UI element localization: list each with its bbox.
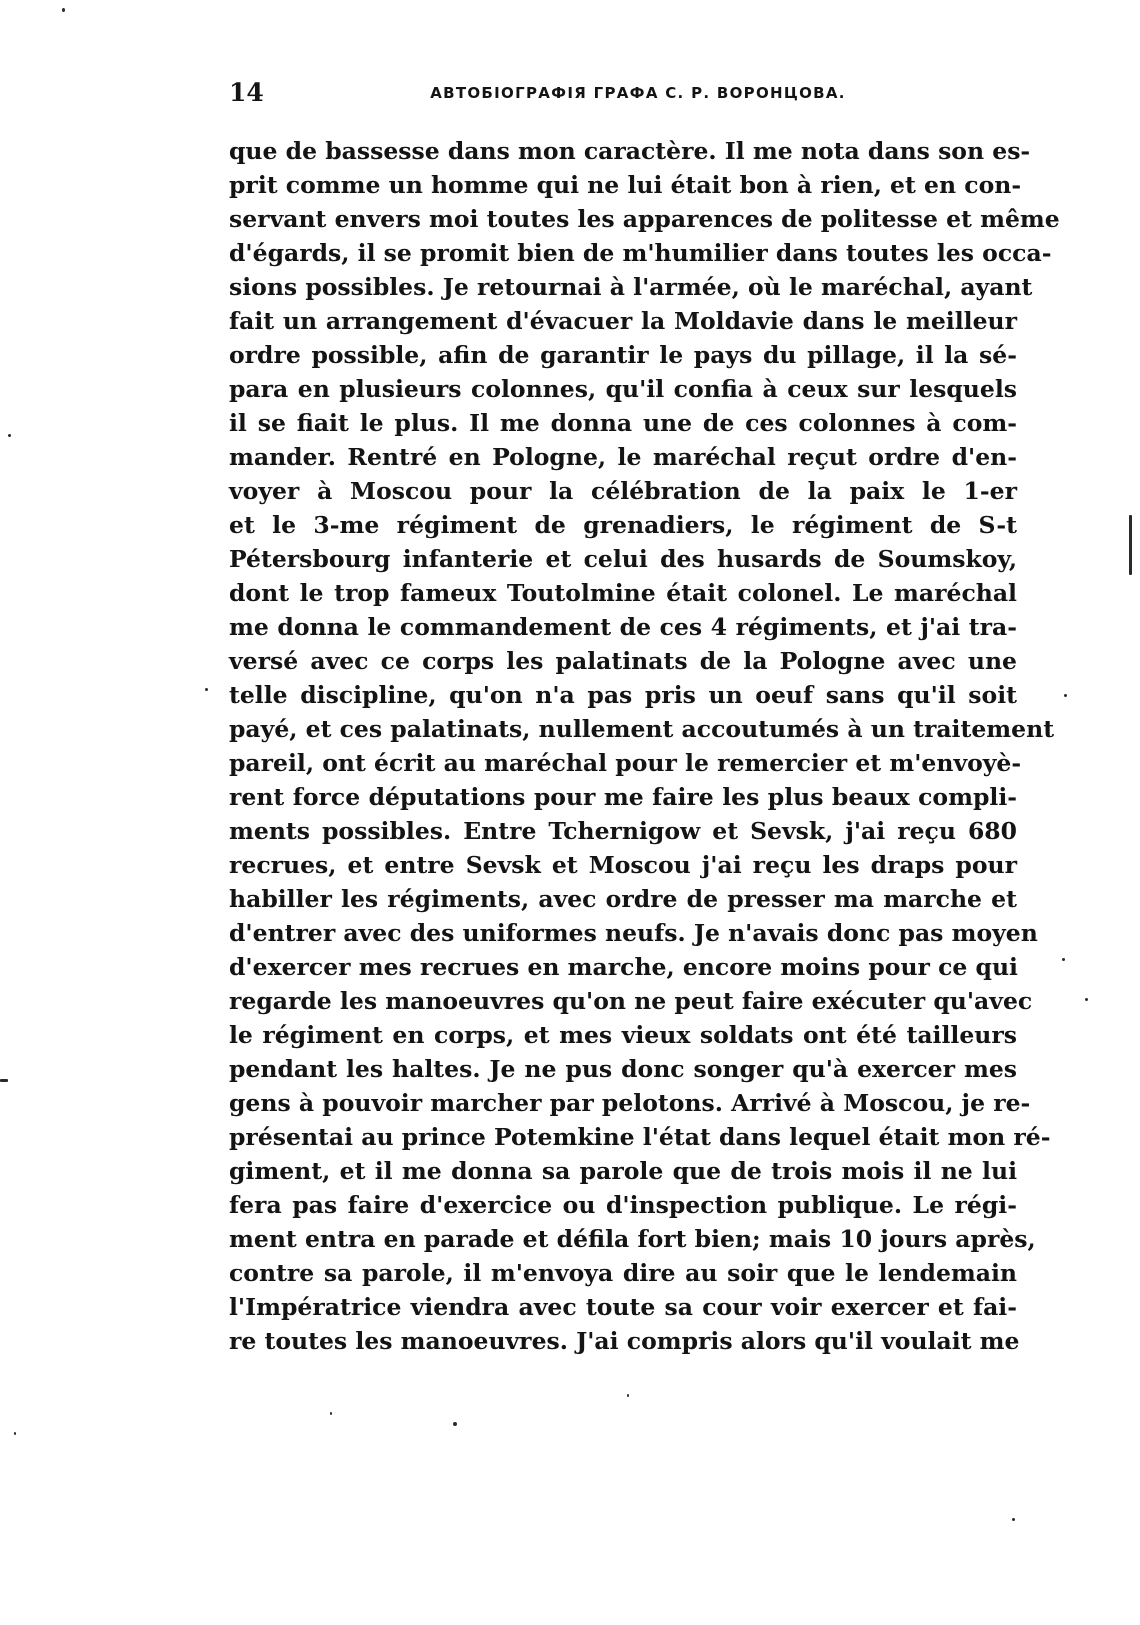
scan-speck	[1012, 1518, 1015, 1521]
text-line: fait un arrangement d'évacuer la Moldavie dans le meilleur	[229, 307, 1017, 335]
text-line: et le 3-me régiment de grenadiers, le régiment de S-t	[229, 511, 1017, 539]
scan-speck	[1062, 958, 1065, 961]
text-line: d'entrer avec des uniformes neufs. Je n'avais donc pas moyen	[229, 919, 1038, 947]
text-line: pareil, ont écrit au maréchal pour le remercier et m'envoyè-	[229, 749, 1022, 777]
text-line: servant envers moi toutes les apparences de politesse et même	[229, 205, 1060, 233]
scan-speck	[62, 8, 65, 12]
text-line: sions possibles. Je retournai à l'armée, où le maréchal, ayant	[229, 273, 1033, 301]
text-line: me donna le commandement de ces 4 régiments, et j'ai tra-	[229, 613, 1017, 641]
text-line: versé avec ce corps les palatinats de la Pologne avec une	[229, 647, 1017, 675]
text-line: payé, et ces palatinats, nullement accoutumés à un traitement	[229, 715, 1055, 743]
text-line: telle discipline, qu'on n'a pas pris un oeuf sans qu'il soit	[229, 681, 1017, 709]
scan-speck	[1129, 515, 1132, 575]
text-line: gens à pouvoir marcher par pelotons. Arrivé à Moscou, je re-	[229, 1089, 1031, 1117]
text-line: para en plusieurs colonnes, qu'il confia à ceux sur lesquels	[229, 375, 1017, 403]
text-line: rent force députations pour me faire les plus beaux compli-	[229, 783, 1017, 811]
text-line: présentai au prince Potemkine l'état dans lequel était mon ré-	[229, 1123, 1051, 1151]
text-line: pendant les haltes. Je ne pus donc songer qu'à exercer mes	[229, 1055, 1017, 1083]
scan-speck	[453, 1422, 457, 1426]
text-line: le régiment en corps, et mes vieux soldats ont été tailleurs	[229, 1021, 1017, 1049]
text-line: giment, et il me donna sa parole que de trois mois il ne lui	[229, 1157, 1017, 1185]
text-line: Pétersbourg infanterie et celui des husards de Soumskoy,	[229, 545, 1017, 573]
text-line: ordre possible, afin de garantir le pays du pillage, il la sé-	[229, 341, 1017, 369]
running-title: АВТОБІОГРАФІЯ ГРАФА С. Р. ВОРОНЦОВА.	[430, 84, 846, 102]
text-line: ments possibles. Entre Tchernigow et Sevsk, j'ai reçu 680	[229, 817, 1017, 845]
scan-speck	[1085, 998, 1088, 1001]
text-line: mander. Rentré en Pologne, le maréchal reçut ordre d'en-	[229, 443, 1017, 471]
scan-speck	[0, 1079, 8, 1082]
scan-speck	[8, 434, 11, 437]
text-line: recrues, et entre Sevsk et Moscou j'ai reçu les draps pour	[229, 851, 1017, 879]
text-line: d'égards, il se promit bien de m'humilier dans toutes les occa-	[229, 239, 1052, 267]
scan-speck	[14, 1432, 16, 1435]
scan-speck	[627, 1394, 629, 1397]
text-line: l'Impératrice viendra avec toute sa cour voir exercer et fai-	[229, 1293, 1017, 1321]
text-line: dont le trop fameux Toutolmine était colonel. Le maréchal	[229, 579, 1017, 607]
text-line: re toutes les manoeuvres. J'ai compris alors qu'il voulait me	[229, 1327, 1020, 1355]
text-line: il se fiait le plus. Il me donna une de ces colonnes à com-	[229, 409, 1017, 437]
text-line: voyer à Moscou pour la célébration de la paix le 1-er	[229, 477, 1017, 505]
text-line: contre sa parole, il m'envoya dire au soir que le lendemain	[229, 1259, 1017, 1287]
scan-speck	[330, 1412, 332, 1415]
text-line: ment entra en parade et défila fort bien; mais 10 jours après,	[229, 1225, 1036, 1253]
text-line: d'exercer mes recrues en marche, encore moins pour ce qui	[229, 953, 1018, 981]
text-line: fera pas faire d'exercice ou d'inspection publique. Le régi-	[229, 1191, 1017, 1219]
text-line: regarde les manoeuvres qu'on ne peut faire exécuter qu'avec	[229, 987, 1033, 1015]
scan-speck	[1064, 694, 1067, 697]
text-line: habiller les régiments, avec ordre de presser ma marche et	[229, 885, 1017, 913]
scan-speck	[205, 688, 208, 691]
running-header	[229, 78, 1017, 112]
page-number: 14	[229, 78, 264, 107]
text-line: que de bassesse dans mon caractère. Il me nota dans son es-	[229, 137, 1031, 165]
text-line: prit comme un homme qui ne lui était bon à rien, et en con-	[229, 171, 1022, 199]
